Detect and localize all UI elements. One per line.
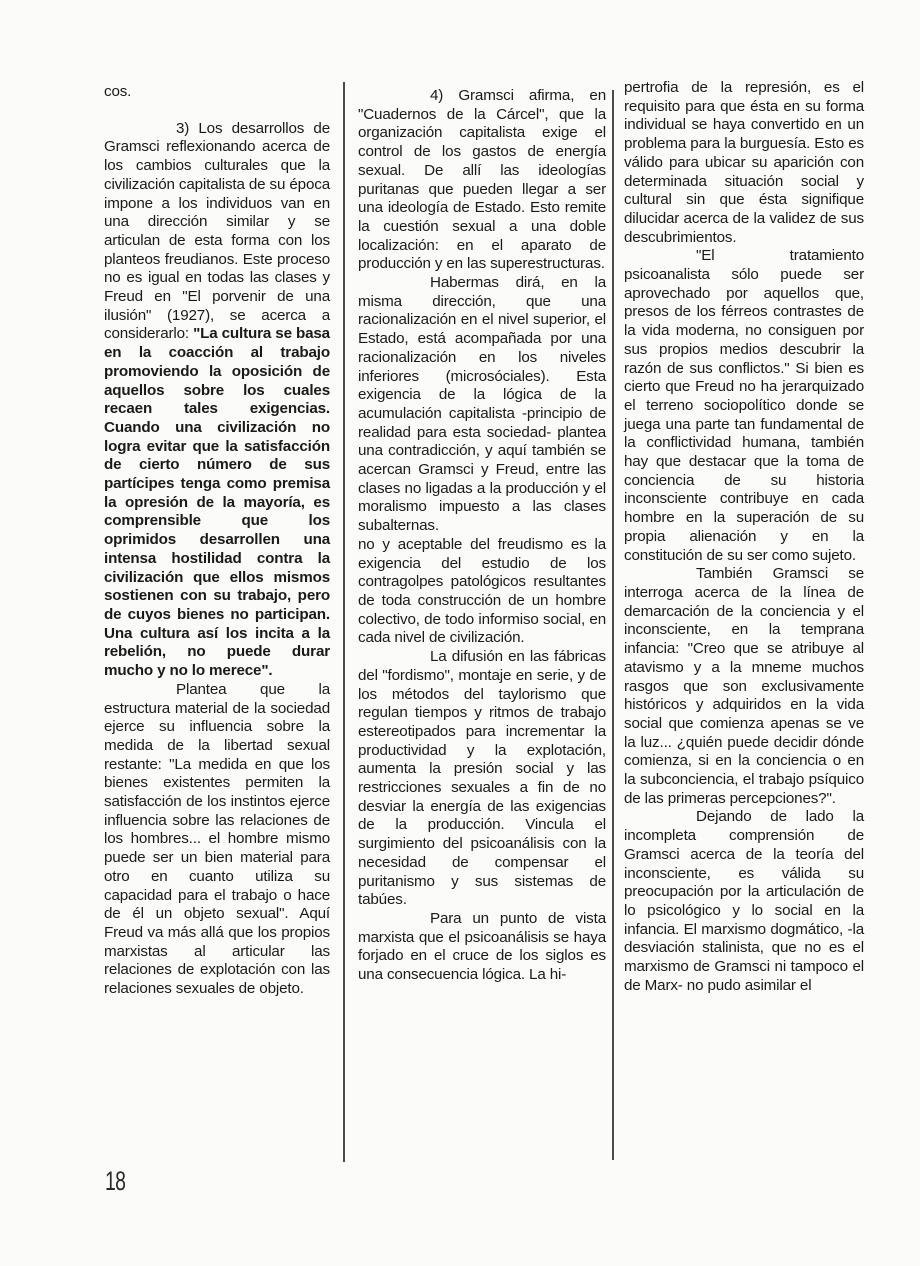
paragraph: También Gramsci se interroga acerca de la línea de demarcación de la conciencia y el inconsciente, en la temprana infancia: "Creo que se atribuye al atavismo y a la mneme muchos rasgos que son exclusivamente históricos y adquiridos en la vida social que comienza apenas se ve la luz... ¿quién puede decidir dónde comienza, si en la conciencia o en la subconciencia, el trabajo psíquico de las primeras percepciones?".	[624, 565, 864, 807]
paragraph: Para un punto de vista marxista que el psicoanálisis se haya forjado en el cruce de los siglos es una consecuencia lógica. La hi-	[358, 909, 606, 984]
paragraph: Habermas dirá, en la misma dirección, que una racionalización en el nivel superior, el Estado, está acompañada por una racionalización en los niveles inferiores (microsóciales). Esta exigencia de la lógica de la acumulación capitalista -principio de realidad para esta sociedad- plantea una contradicción, y aquí también se acercan Gramsci y Freud, entre las clases no ligadas a la producción y el moralismo impuesto a las clases subalternas.	[358, 274, 606, 535]
page-number: 18	[105, 1166, 126, 1196]
paragraph-gap	[104, 102, 330, 120]
freud-quote: "La cultura se basa en la coacción al trabajo promoviendo la oposición de aquellos sobre los cuales recaen tales exigencias. Cuando una civilización no logra evitar que la satisfacción de cierto número de sus partícipes tenga como premisa la opresión de la mayoría, es comprensible que los oprimidos desarrollen una intensa hostilidad contra la civilización que ellos mismos sostienen con su trabajo, pero de cuyos bienes no participan. Una cultura así los incita a la rebelión, no puede durar mucho y no lo merece".	[104, 325, 330, 680]
paragraph: cos.	[104, 83, 132, 100]
paragraph: pertrofia de la represión, es el requisito para que ésta en su forma individual se haya convertido en un problema para la burguesía. Esto es válido para ubicar su aparición con determinada situación social y cultural sin que ésta signifique dilucidar acerca de la validez de sus descubrimientos.	[624, 79, 864, 246]
paragraph-3-intro	[104, 120, 330, 681]
paragraph-text: 3) Los desarrollos de Gramsci reflexionando acerca de los cambios culturales que la civilización capitalista de su época impone a los individuos van en una dirección similar y se articulan de esta forma con los planteos freudianos. Este proceso no es igual en todas las clases y Freud en "El porvenir de una ilusión" (1927), se acerca a considerarlo:	[104, 119, 330, 343]
column-divider	[612, 90, 614, 1160]
paragraph: "El tratamiento psicoanalista sólo puede ser aprovechado por aquellos que, presos de los férreos contrastes de la vida moderna, no consiguen por sus propios medios descubrir la razón de sus conflictos." Si bien es cierto que Freud no ha jerarquizado el terreno sociopolítico donde se juega una parte tan fundamental de la conflictividad humana, también hay que destacar que la toma de conciencia de su historia inconsciente contribuye en cada hombre en la superación de su propia alienación y en la constitución de su ser como sujeto.	[624, 247, 864, 564]
paragraph: Dejando de lado la incompleta comprensión de Gramsci acerca de la teoría del inconsciente, es válida su preocupación por la articulación de lo psicológico y lo social en la infancia. El marxismo dogmático, -la desviación stalinista, que no es el marxismo de Gramsci ni tampoco el de Marx- no pudo asimilar el	[624, 808, 864, 994]
column-divider	[343, 82, 345, 1162]
paragraph: 4) Gramsci afirma, en "Cuadernos de la Cárcel", que la organización capitalista exige el control de los gastos de energía sexual. De allí las ideologías puritanas que pueden llegar a ser una ideología de Estado. Esto remite la cuestión sexual a una doble localización: en el aparato de producción y en las superestructuras.	[358, 87, 606, 273]
paragraph: La difusión en las fábricas del "fordismo", montaje en serie, y de los métodos del taylorismo que regulan tiempos y ritmos de trabajo estereotipados para incrementar la productividad y la explotación, aumenta la presión social y las restricciones sexuales a fin de no desviar la energía de las exigencias de la producción. Vincula el surgimiento del psicoanálisis con la necesidad de compensar el puritanismo y sus sistemas de tabúes.	[358, 648, 606, 909]
paragraph: no y aceptable del freudismo es la exigencia del estudio de los contragolpes patológicos resultantes de toda construcción de un hombre colectivo, de todo informiso social, en cada nivel de civilización.	[358, 535, 606, 647]
text-column-right	[624, 79, 864, 995]
text-column-left	[104, 83, 330, 999]
paragraph: Plantea que la estructura material de la sociedad ejerce su influencia sobre la medida de la libertad sexual restante: "La medida en que los bienes existentes permiten la satisfacción de los instintos ejerce influencia sobre las relaciones de los hombres... el hombre mismo puede ser un bien material para otro en cuanto utiliza su capacidad para el trabajo o hace de él un objeto sexual". Aquí Freud va más allá que los propios marxistas al articular las relaciones de explotación con las relaciones sexuales de objeto.	[104, 680, 330, 998]
text-column-middle	[358, 87, 606, 985]
